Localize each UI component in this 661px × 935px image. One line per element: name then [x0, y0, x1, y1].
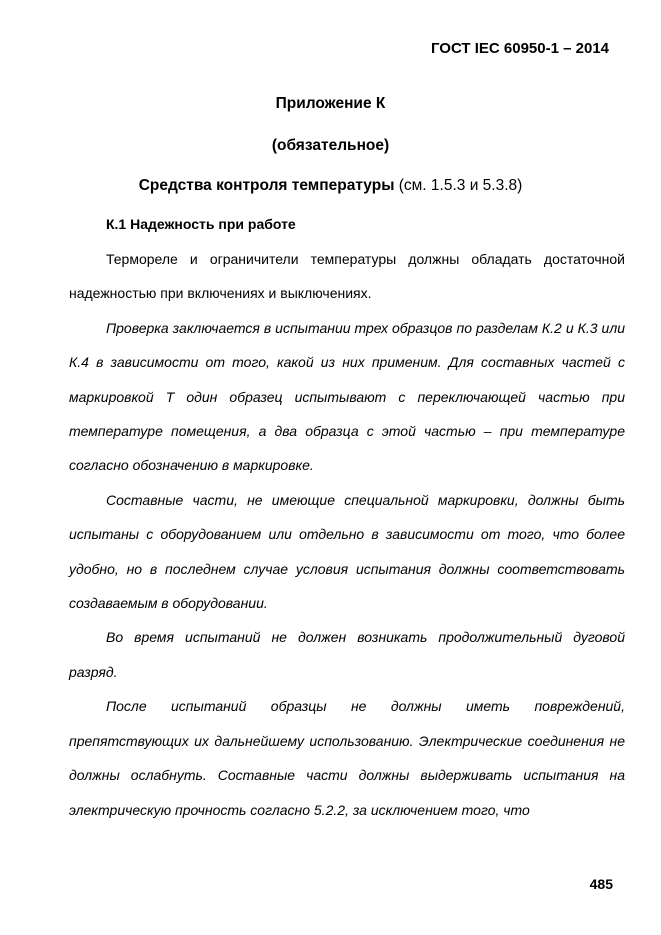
standard-designation: ГОСТ IEC 60950-1 – 2014 — [430, 40, 609, 57]
annex-subject-reference: (см. 1.5.3 и 5.3.8) — [394, 177, 523, 194]
annex-subject-title: Средства контроля температуры — [138, 177, 395, 194]
paragraph-after-test: После испытаний образцы не должны иметь повреждений, препятствующих их дальнейшему использованию. Электрические соединения не должны ослабнуть. Составные части должны выдерживать испытания на электрическую прочность согласно 5.2.2, за исключением того, что — [69, 698, 625, 818]
annex-subject — [0, 177, 661, 195]
annex-title: Приложение К — [275, 95, 386, 112]
annex-status: (обязательное) — [271, 137, 390, 154]
paragraph-arcing: Во время испытаний не должен возникать продолжительный дуговой разряд. — [69, 629, 625, 680]
paragraph-requirement: Термореле и ограничители температуры должны обладать достаточной надежностью при включениях и выключениях. — [69, 251, 625, 302]
paragraph-unmarked-components: Составные части, не имеющие специальной маркировки, должны быть испытаны с оборудованием или отдельно в зависимости от того, что более удобно, но в последнем случае условия испытания должны соответствовать создаваемым в оборудовании. — [69, 491, 625, 612]
section-heading: К.1 Надежность при работе — [106, 216, 296, 232]
page-number: 485 — [589, 876, 613, 892]
paragraph-test-procedure: Проверка заключается в испытании трех образцов по разделам К.2 и К.3 или К.4 в зависимости от того, какой из них применим. Для составных частей с маркировкой Т один образец испытывают с переключающей частью при температуре помещения, а два образца с этой частью – при температуре согласно обозначению в маркировке. — [69, 319, 625, 474]
body-text — [69, 242, 625, 827]
